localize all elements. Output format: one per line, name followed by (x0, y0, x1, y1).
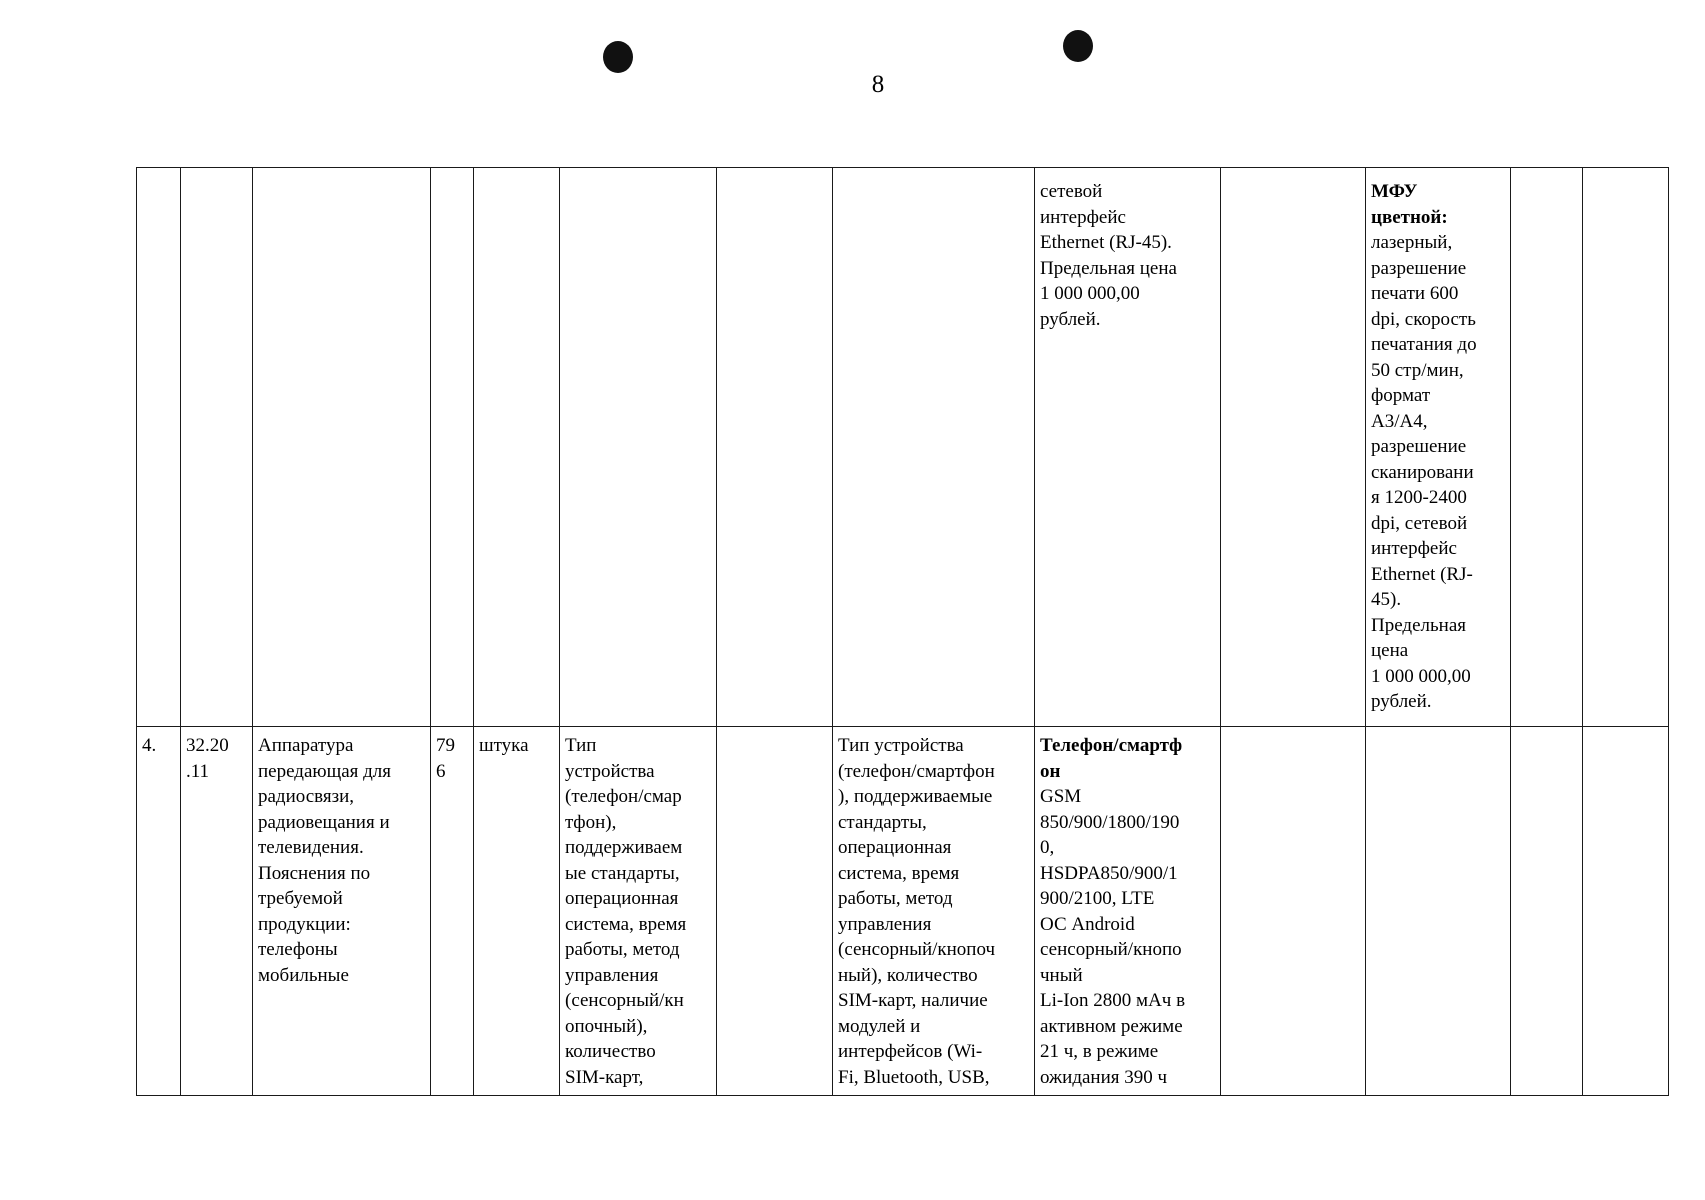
cell-empty (1583, 168, 1669, 727)
cell-values (1035, 727, 1221, 1096)
cell-characteristics (560, 168, 717, 727)
cell-values: сетевой интерфейс Ethernet (RJ-45). Предельная цена 1 000 000,00 рублей. (1035, 168, 1221, 727)
procurement-table (136, 167, 1669, 1096)
page-number: 8 (871, 71, 885, 98)
cell-code: 32.20 .11 (181, 727, 253, 1096)
cell-unit-name: штука (474, 727, 560, 1096)
cell-name: Аппаратура передающая для радиосвязи, радиовещания и телевидения. Пояснения по требуемой продукции: телефоны мобильные (253, 727, 431, 1096)
table-row (137, 727, 1669, 1096)
phone-text: GSM 850/900/1800/190 0, HSDPA850/900/1 900/2100, LTE ОС Android сенсорный/кнопо чный Li-Ion 2800 мАч в активном режиме 21 ч, в режиме ожидания 390 ч (1040, 786, 1186, 1088)
cell-empty (1221, 168, 1366, 727)
cell-characteristics-2 (833, 168, 1035, 727)
mfu-title: МФУ цветной: (1371, 181, 1448, 228)
phone-title: Телефон/смартф он (1040, 735, 1183, 782)
punch-hole-right (1063, 30, 1093, 62)
cell-unit-code: 79 6 (431, 727, 474, 1096)
cell-unit-name (474, 168, 560, 727)
mfu-text: лазерный, разрешение печати 600 dpi, скорость печатания до 50 стр/мин, формат А3/А4, разрешение сканировани я 1200-2400 dpi, сетевой интерфейс Ethernet (RJ- 45). Предельная цена 1 000 000,00 рублей. (1371, 232, 1477, 712)
cell-characteristics: Тип устройства (телефон/смар тфон), поддерживаем ые стандарты, операционная система, время работы, метод управления (сенсорный/кн опочный), количество SIM-карт, (560, 727, 717, 1096)
cell-empty (1366, 727, 1511, 1096)
punch-hole-left (603, 41, 633, 73)
cell-empty (1583, 727, 1669, 1096)
cell-number: 4. (137, 727, 181, 1096)
cell-empty (1221, 727, 1366, 1096)
cell-empty (717, 727, 833, 1096)
cell-code (181, 168, 253, 727)
cell-number (137, 168, 181, 727)
cell-characteristics-2: Тип устройства (телефон/смартфон ), поддерживаемые стандарты, операционная система, время работы, метод управления (сенсорный/кнопоч ный), количество SIM-карт, наличие модулей и интерфейсов (Wi- Fi, Bluetooth, USB, (833, 727, 1035, 1096)
cell-unit-code (431, 168, 474, 727)
cell-empty (717, 168, 833, 727)
cell-name (253, 168, 431, 727)
cell-empty (1511, 727, 1583, 1096)
cell-mfu-values (1366, 168, 1511, 727)
cell-empty (1511, 168, 1583, 727)
table-row (137, 168, 1669, 727)
